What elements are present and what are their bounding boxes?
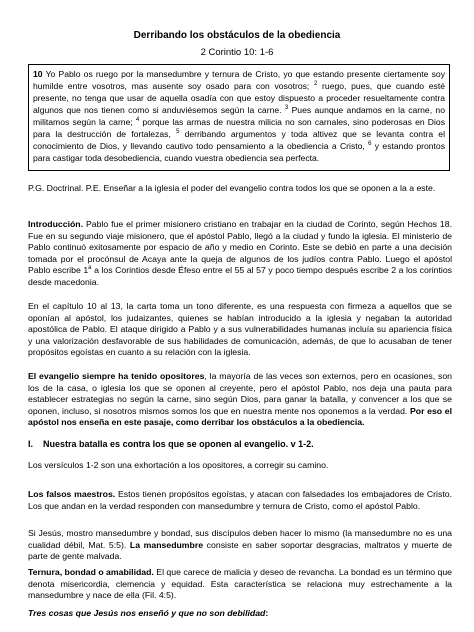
ordinal-superscript: a — [88, 265, 92, 272]
introduction-paragraph — [28, 219, 452, 289]
false-teachers-paragraph — [28, 489, 452, 512]
scripture-reference: 2 Corintio 10: 1-6 — [200, 47, 274, 58]
doctrinal-purpose: P.G. Doctrinal. P.E. Enseñar a la iglesia el poder del evangelio contra todos los que se oponen a la a este. — [28, 183, 436, 193]
verse-number: 5 — [176, 129, 180, 136]
paragraph-text: consiste en saber soportar desgracias, maltratos y muerte de parte de gente malvada. — [28, 539, 452, 562]
introduction-text: Pablo fue el primer misionero cristiano en trabajar en la ciudad de Corinto, según Hechos 18. Fue en su segundo viaje misionero, que el apóstol Pablo, llegó a la ciudad y fundo la iglesia. El ministerio de Pablo continuó exitosamente por espacio de año y medio en Corinto. Este se debió en parte a una decisión tomada por el procónsul de Acaya ante la queja de algunos de los judíos contra Pablo. Luego el apóstol Pablo escribe 1 — [28, 219, 452, 276]
verse-number: 2 — [314, 81, 318, 88]
section-intro: Los versículos 1-2 son una exhortación a los opositores, a corregir su camino. — [28, 460, 329, 470]
opponents-paragraph — [28, 371, 452, 429]
emphasis-text: El evangelio siempre ha tenido opositores — [28, 371, 205, 381]
verse-number: 6 — [368, 141, 372, 148]
colon: : — [265, 608, 269, 618]
meekness-paragraph — [28, 528, 452, 563]
false-teachers-label: Los falsos maestros. — [28, 489, 116, 499]
verse-text: ruego, pues, que cuando esté presente, no tenga que usar de aquella osadía con que estoy dispuesto a proceder resueltamente contra algunos que nos tienen como si anduviésemos según la carne. — [33, 81, 445, 115]
verse-number: 4 — [135, 117, 140, 124]
kindness-label: Ternura, bondad o amabilidad. — [28, 567, 154, 577]
verse-text: Pues aunque andamos en la carne, no militamos según la carne; — [33, 105, 445, 127]
section-heading — [28, 439, 452, 449]
context-paragraph: En el capítulo 10 al 13, la carta toma un tono diferente, es una respuesta con firmeza a aquellos que se oponían al apóstol, los judaizantes, quienes se habían introducido a la iglesia y negaban la autoridad apostólica de Pablo. El ataque dirigido a Pablo y a sus vulnerabilidades humanas incluía su apariencia física y una valorización desfavorable de sus habilidades de comunicación, además, de que lo acusaban de tener propósitos egoístas en cuanto a su relación con la iglesia. — [28, 301, 452, 358]
emphasis-text: Por eso el apóstol nos enseña en este pasaje, como derribar los obstáculos a la obediencia. — [28, 405, 452, 428]
paragraph-text: Estos tienen propósitos egoístas, y atacan con falsedades los embajadores de Cristo. Los que andan en la verdad responden con mansedumbre y ternura de Cristo, como el apóstol Pablo. — [28, 489, 452, 511]
paragraph-text: , la mayoría de las veces son externos, pero en ocasiones, son los de la casa, o iglesia los que se oponen al creyente, pero el apóstol Pablo, nos deja una pauta para establecer estrategias no según la carne, sino según Dios, para ganar la batalla, y convencer a los que se oponen, incluso, si nosotros mismos somos los que en nuestra mente nos oponemos a la verdad. — [28, 371, 452, 416]
section-number: I. — [28, 439, 34, 449]
three-things-text: Tres cosas que Jesús nos enseñó y que no son debilidad — [28, 608, 266, 618]
verse-text: Yo Pablo os ruego por la mansedumbre y ternura de Cristo, yo que estando presente ciertamente soy humilde entre vosotros, mas ausente soy osado para con vosotros; — [33, 69, 445, 91]
section-title: Nuestra batalla es contra los que se oponen al evangelio. v 1-2. — [43, 439, 314, 449]
document-title: Derribando los obstáculos de la obediencia — [133, 30, 341, 41]
introduction-text: a los Corintios desde Éfeso entre el 55 al 57 y poco tiempo después escribe 2 a los corintios desde macedonia. — [28, 265, 452, 287]
verse-number: 3 — [284, 105, 289, 112]
paragraph-text: Si Jesús, mostro mansedumbre y bondad, sus discípulos deben hacer lo mismo (la mansedumbre no es una cualidad débil, Mat. 5:5). — [28, 528, 452, 550]
paragraph-text: El que carece de malicia y deseo de revancha. La bondad es un término que denota misericordia, clemencia y equidad. Esta característica se relaciona muy estrechamente a la mansedumbre y nace de ella (Fil. 4:5). — [28, 567, 452, 601]
verse-number: 10 — [33, 69, 43, 79]
verse-text: y estando prontos para castigar toda desobediencia, cuando vuestra obediencia sea perfecta. — [33, 141, 445, 163]
scripture-passage-box — [28, 64, 450, 171]
meekness-label: La mansedumbre — [129, 539, 204, 550]
kindness-paragraph — [28, 567, 452, 602]
verse-text: porque las armas de nuestra milicia no son carnales, sino poderosas en Dios para la destrucción de fortalezas, — [33, 117, 446, 139]
verse-text: derribando argumentos y toda altivez que se levanta contra el conocimiento de Dios, y llevando cautivo todo pensamiento a la obediencia a Cristo, — [33, 129, 445, 151]
introduction-label: Introducción. — [28, 219, 84, 229]
three-things-heading — [28, 608, 452, 620]
